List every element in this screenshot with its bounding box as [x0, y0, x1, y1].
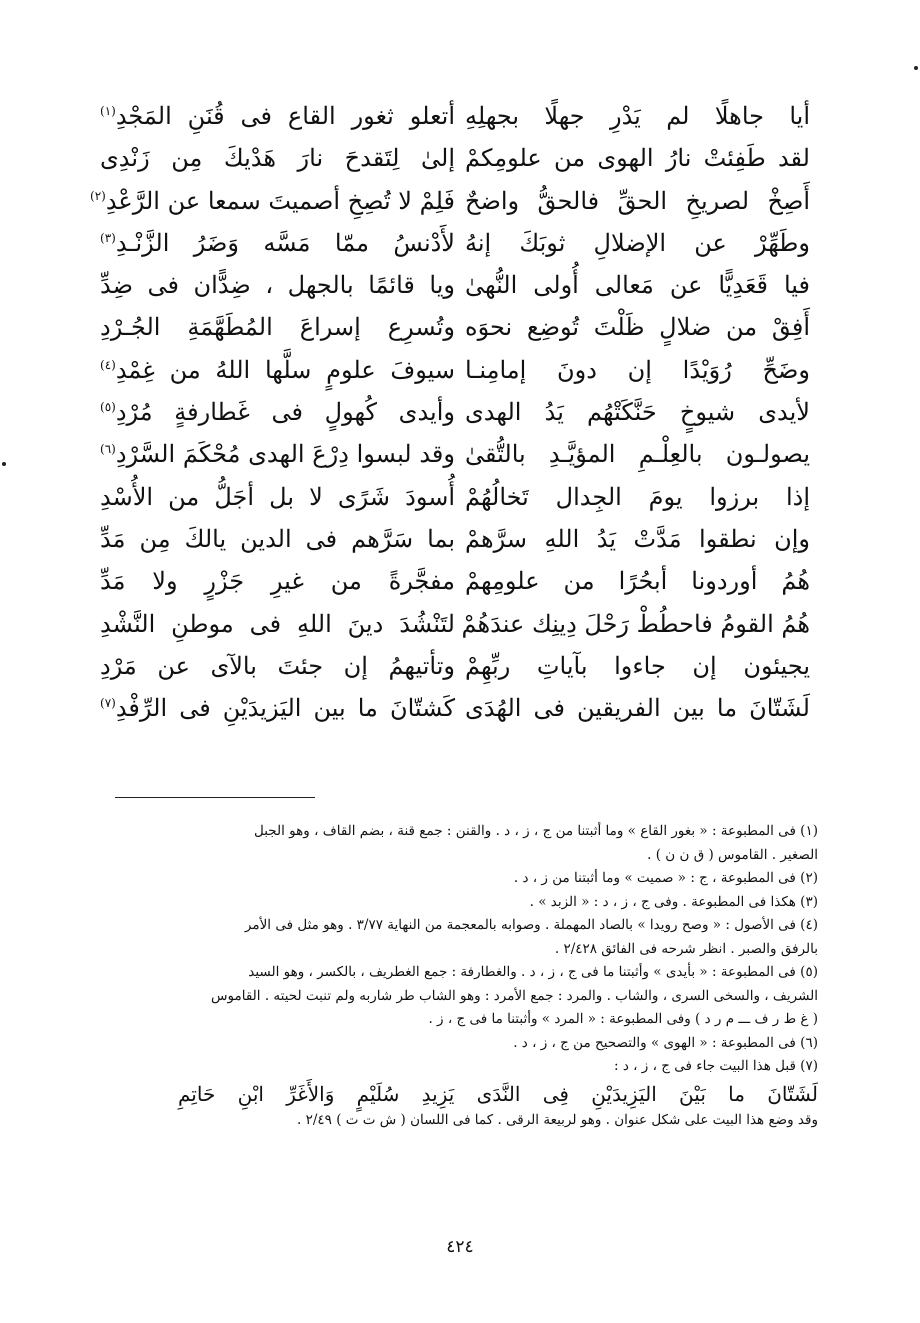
hemistich-text: أتعلو ثغور القاع فى قُنَنِ المَجْدِ: [115, 102, 455, 130]
second-hemistich: [90, 180, 455, 222]
hemistich-text: وقد لبسوا دِرْعَ الهدى مُحْكَمَ السَّرْدِ: [115, 440, 455, 469]
verse-line: [90, 180, 810, 222]
second-hemistich: [100, 306, 455, 348]
first-hemistich: لأيدى شيوخٍ حَنَّكَتْهُم يَدُ الهدى: [465, 398, 810, 427]
second-hemistich: [100, 687, 455, 729]
verse-line: [100, 603, 810, 645]
hemistich-text: ويا قائمًا بالجهل ، ضِدًّان فى ضِدِّ: [100, 271, 455, 300]
verse-line: [100, 476, 810, 518]
hemistich-text: لأَدْنسُ ممّا مَسَّه وَضَرُ الزَّنْـدِ: [115, 228, 455, 257]
verse-line: [100, 222, 810, 264]
hemistich-text: أُسودَ شَرًى لا بل أجَلُّ من الأُسْدِ: [100, 482, 455, 511]
footnote: (٦) فى المطبوعة : « الهوى » والتصحيح من ج ، ز ، د .: [513, 1034, 818, 1051]
first-hemistich: وطَهِّرْ عن الإضلالِ ثوبَكَ إنهُ: [465, 228, 810, 257]
verse-line: [100, 645, 810, 687]
verse-line: [100, 137, 810, 179]
footnote-marker: (٧): [100, 696, 116, 711]
first-hemistich: يصولـون بالعِلْـمِ المؤيَّـدِ بالتُّقىٰ: [465, 440, 810, 469]
hemistich-text: وأيدى كُهولٍ فى غَطارفةٍ مُرْدِ: [115, 398, 455, 427]
second-hemistich: [100, 349, 455, 391]
footnote-marker: (٥): [100, 400, 116, 415]
hemistich-text: إلىٰ لِتَقدحَ نارَ هَدْيكَ مِن زَنْدِى: [100, 144, 455, 173]
footnote-marker: (٣): [100, 230, 116, 245]
footnote-continuation: وقد وضع هذا البيت على شكل عنوان . وهو لربيعة الرقى . كما فى اللسان ( ش ت ت ) ٢/٤٩ .: [297, 1111, 818, 1128]
first-hemistich: أَفِقْ من ضلالٍ ظَلْتَ تُوضِع نحوَه: [465, 313, 810, 342]
footnotes: [82, 820, 818, 1132]
scan-speck: [914, 66, 918, 70]
second-hemistich: [100, 222, 455, 264]
hemistich-text: بما سَرَّهم فى الدين يالكَ مِن مَدِّ: [100, 524, 455, 553]
footnote: (٧) قبل هذا البيت جاء فى ج ، ز ، د :: [613, 1058, 818, 1074]
first-hemistich: هُمُ أوردونا أبحُرًا من علومِهمْ: [465, 567, 810, 596]
first-hemistich: لقد طَفِئتْ نارُ الهوى من علومِكمْ: [465, 144, 810, 173]
scan-speck: [2, 462, 6, 466]
first-hemistich: أَصِخْ لصريخِ الحقِّ فالحقُّ واضحٌ: [465, 186, 810, 215]
first-hemistich: يجيئون إن جاءوا بآياتِ ربِّهِمْ: [465, 651, 810, 680]
second-hemistich: [100, 645, 455, 687]
page-number: ٤٢٤: [446, 1237, 474, 1257]
footnote-verse: لَشَتّانَ ما بَيْنَ اليَزِيدَيْنِ فِى النَّدَى يَزِيدِ سُلَيْمٍ وَالأَغَرِّ ابْنِ حَاتِمِ: [178, 1081, 818, 1106]
footnote: (١) فى المطبوعة : « بغور القاع » وما أثبتنا من ج ، ز ، د . والقنن : جمع قنة ، بضم القاف ، وهو الجبل: [254, 823, 818, 839]
verse-line: [100, 306, 810, 348]
footnote-continuation: الصغير . القاموس ( ق ن ن ) .: [647, 846, 818, 863]
hemistich-text: لتَنْشُدَ دينَ اللهِ فى موطنِ النَّشْدِ: [100, 609, 455, 638]
second-hemistich: [100, 264, 455, 306]
footnote-continuation: ( غ ط ر ف ـــ م ر د ) وفى المطبوعة : « المرد » وأثبتنا ما فى ج ، ز .: [428, 1011, 818, 1027]
first-hemistich: فيا قَعَدِيًّا عن مَعالى أُولى النُّهىٰ: [465, 271, 810, 300]
footnote-marker: (٦): [100, 442, 116, 457]
hemistich-text: كَشتّانَ ما بين اليَزيدَيْنِ فى الرِّفْدِ: [115, 694, 455, 723]
first-hemistich: هُمُ القومُ فاحطُطْ رَحْلَ دِينِك عندَهُمْ: [461, 609, 810, 638]
footnote-continuation: الشريف ، والسخى السرى ، والشاب . والمرد : جمع الأمرد : وهو الشاب طر شاربه ولم تنبت لحيته . القاموس: [211, 987, 818, 1004]
hemistich-text: سيوفَ علومٍ سلَّها اللهُ من غِمْدِ: [115, 355, 455, 384]
second-hemistich: [100, 137, 455, 179]
verse-line: [100, 433, 810, 475]
footnote: (٤) فى الأصول : « وصح رويدا » بالصاد المهملة . وصوابه بالمعجمة من النهاية ٣/٧٧ . وهو مثل فى الأمر: [244, 917, 818, 933]
first-hemistich: لَشَتّانَ ما بين الفريقين فى الهُدَى: [465, 694, 810, 723]
hemistich-text: وتُسرِع إسراعَ المُطَهَّمَةِ الجُـرْدِ: [100, 313, 455, 342]
verse-line: [100, 95, 810, 137]
footnote: (٣) هكذا فى المطبوعة . وفى ج ، ز ، د : « الزبد » .: [529, 893, 818, 910]
verse-line: [100, 687, 810, 729]
second-hemistich: [100, 603, 455, 645]
verse-line: [100, 391, 810, 433]
hemistich-text: مفجَّرةً من غيرِ جَزْرٍ ولا مَدِّ: [100, 567, 455, 596]
first-hemistich: إذا برزوا يومَ الجِدال تَخالُهُمْ: [465, 482, 810, 511]
first-hemistich: وضَحِّ رُوَيْدًا إن دونَ إمامِنـا: [465, 355, 810, 384]
second-hemistich: [100, 95, 455, 137]
first-hemistich: وإن نطقوا مَدَّتْ يَدُ اللهِ سرَّهمْ: [465, 524, 810, 553]
second-hemistich: [100, 433, 455, 475]
footnote-marker: (٢): [90, 188, 106, 203]
hemistich-text: فَلِمْ لا تُصِخِ أصميتَ سمعا عن الرَّعْدِ: [105, 186, 455, 215]
first-hemistich: أيا جاهلًا لم يَدْرِ جهلًا بجهلِهِ: [465, 102, 810, 130]
poem: [90, 95, 810, 729]
hemistich-text: وتأتيهمُ إن جئتَ بالآى عن مَرْدِ: [100, 651, 455, 680]
footnote-continuation: بالرفق والصبر . انظر شرحه فى الفائق ٢/٤٢٨ .: [554, 940, 818, 957]
footnote: (٢) فى المطبوعة ، ج : « صميت » وما أثبتنا من ز ، د .: [513, 870, 818, 886]
second-hemistich: [100, 391, 455, 433]
second-hemistich: [100, 476, 455, 518]
second-hemistich: [100, 518, 455, 560]
verse-line: [100, 518, 810, 560]
verse-line: [100, 264, 810, 306]
verse-line: [100, 560, 810, 602]
verse-line: [100, 349, 810, 391]
footnote-marker: (٤): [100, 357, 116, 372]
footnote: (٥) فى المطبوعة : « بأيدى » وأثبتنا ما فى ج ، ز ، د . والغطارفة : جمع الغطريف ، بالكسر ، وهو السيد: [248, 964, 818, 980]
footnote-separator: [115, 797, 315, 798]
second-hemistich: [100, 560, 455, 602]
footnote-marker: (١): [100, 104, 116, 118]
